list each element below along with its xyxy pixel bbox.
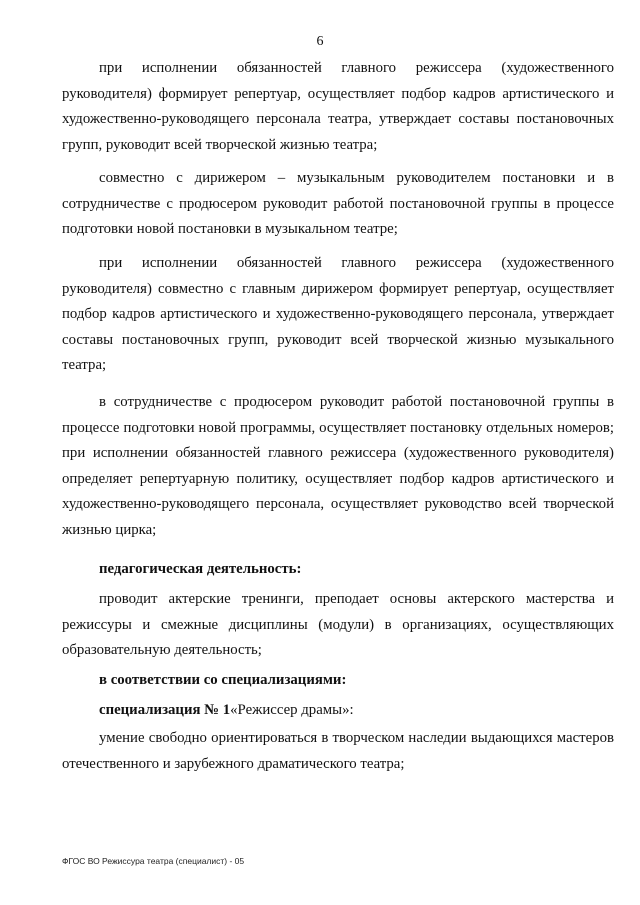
specialization-title: «Режиссер драмы»:: [230, 702, 354, 718]
paragraph-music-theatre-production: [62, 166, 614, 243]
paragraph-chief-director-music-theatre: [62, 251, 614, 379]
specialization-number: специализация № 1: [99, 702, 231, 718]
paragraph-text: в сотрудничестве с продюсером руководит работой постановочной группы в процессе подготовки новой программы, осуществляет постановку отдельных номеров; при исполнении обязанностей главного режиссера (художественного руководителя) определяет репертуарную политику, осуществляет подбор кадров артистического и художественно-руководящего персонала, осуществляет руководство всей творческой жизнью цирка;: [62, 394, 614, 538]
heading-specialization-1: [62, 698, 614, 724]
paragraph-text: умение свободно ориентироваться в творческом наследии выдающихся мастеров отечественного и зарубежного драматического театра;: [62, 730, 614, 772]
paragraph-chief-director-theatre: [62, 56, 614, 158]
page-number: 6: [316, 34, 324, 49]
page-footer: ФГОС ВО Режиссура театра (специалист) - 05: [62, 856, 245, 866]
heading-text: в соответствии со специализациями:: [99, 672, 347, 688]
heading-line: [62, 698, 614, 724]
paragraph-text: проводит актерские тренинги, преподает основы актерского мастерства и режиссуры и смежные дисциплины (модули) в организациях, осуществляющих образовательную деятельность;: [62, 591, 614, 659]
paragraph-text: при исполнении обязанностей главного режиссера (художественного руководителя) формирует репертуар, осуществляет подбор кадров артистического и художественно-руководящего персонала театра, утверждает составы постановочных групп, руководит всей творческой жизнью театра;: [62, 60, 614, 153]
heading-text: педагогическая деятельность:: [99, 561, 302, 577]
paragraph-circus-production: [62, 390, 614, 544]
heading-specializations: [62, 668, 614, 694]
paragraph-text: при исполнении обязанностей главного режиссера (художественного руководителя) совместно с главным дирижером формирует репертуар, осуществляет подбор кадров артистического и художественно-руководящего персонала, утверждает составы постановочных групп, руководит всей творческой жизнью музыкального театра;: [62, 255, 614, 374]
heading-pedagogical-activity: [62, 557, 614, 583]
paragraph-text: совместно с дирижером – музыкальным руководителем постановки и в сотрудничестве с продюсером руководит работой постановочной группы в процессе подготовки новой постановки в музыкальном театре;: [62, 170, 614, 238]
paragraph-acting-trainings: [62, 587, 614, 664]
paragraph-theatre-heritage: [62, 726, 614, 777]
